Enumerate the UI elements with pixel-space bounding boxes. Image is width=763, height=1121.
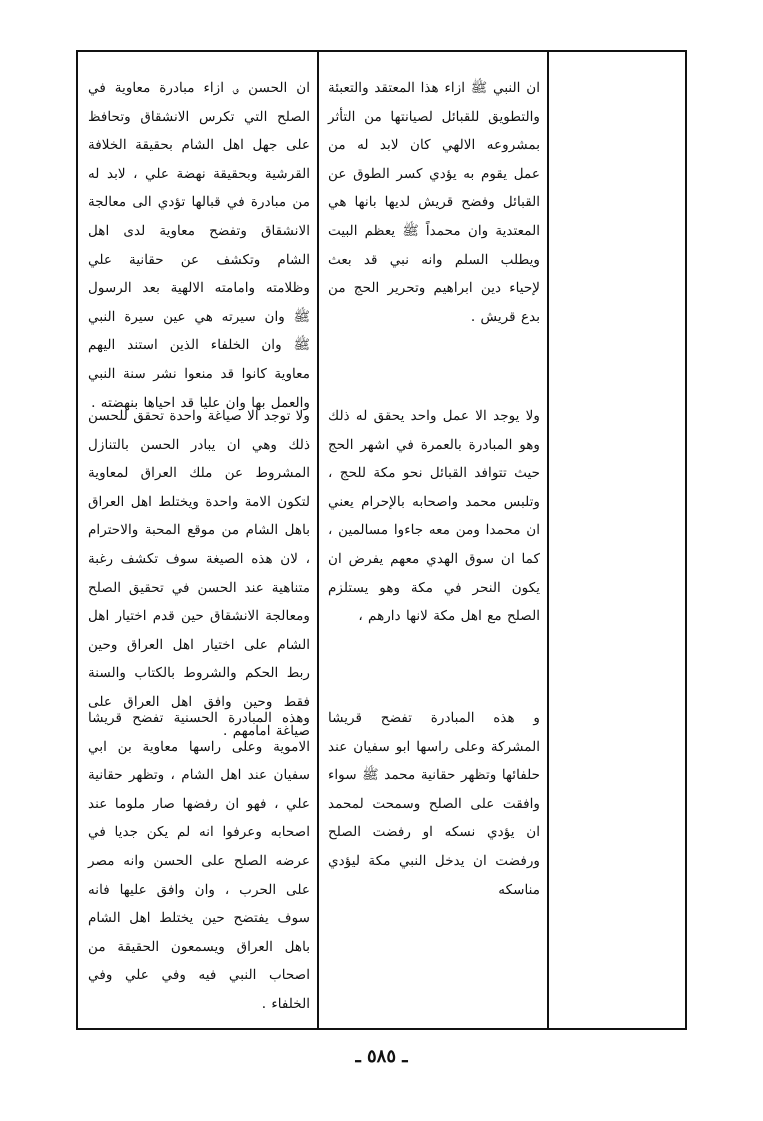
row-2-middle-text: ولا يوجد الا عمل واحد يحقق له ذلك وهو المبادرة بالعمرة في اشهر الحج حيث تتوافد القبائل نحو مكة للحج ، وتلبس محمد واصحابه بالإحرام يعني ان محمدا ومن معه جاءوا مسالمين ، كما ان سوق الهدي معهم يفرض ان يكون النحر في مكة وهو يستلزم الصلح مع اهل مكة لانها دارهم ،: [328, 408, 540, 625]
column-divider-right: [547, 52, 549, 1028]
row-1-middle-text: ان النبي ﷺ ازاء هذا المعتقد والتعبئة والتطويق للقبائل لصيانتها من التأثر بمشروعه الالهي كان لابد له من عمل يقوم به يؤدي كسر الطوق عن القبائل وفضح قريش لديها بانها هي المعتدية وان محمداً ﷺ يعظم البيت ويطلب السلم وانه نبي قد بعث لإحياء دين ابراهيم وتحرير الحج من بدع قريش .: [328, 80, 540, 325]
row-3-left-text: وهذه المبادرة الحسنية تفضح قريشا الاموية وعلى راسها معاوية بن ابي سفيان عند اهل الشام ، وتظهر حقانية علي ، فهو ان رفضها صار ملوما عند اصحابه وعرفوا انه لم يكن جديا في عرضه الصلح على الحسن وانه مصر على الحرب ، وان وافق عليها فانه سوف يفتضح حين يختلط اهل الشام باهل العراق ويسمعون الحقيقة من اصحاب النبي فيه وفي علي وفي الخلفاء .: [88, 710, 310, 1012]
row-1-left-text: ان الحسن ؈ ازاء مبادرة معاوية في الصلح التي تكرس الانشقاق وتحافظ على جهل اهل الشام بحقيقة الخلافة القرشية وبحقيقة نهضة علي ، لابد له من مبادرة في قبالها تؤدي الى معالجة الانشقاق وتفضح معاوية لدى اهل الشام وتكشف عن حقانية علي وظلامته وامامته الالهية بعد الرسول ﷺ وان سيرته هي عين سيرة النبي ﷺ وان الخلفاء الذين استند اليهم معاوية كانوا قد منعوا نشر سنة النبي والعمل بها وان عليا قد احياها بنهضته .: [88, 80, 310, 411]
row-2-left-text: ولا توجد الا صياغة واحدة تحقق للحسن ذلك وهي ان يبادر الحسن بالتنازل المشروط عن ملك العراق لمعاوية لتكون الامة واحدة ويختلط اهل العراق باهل الشام من موقع المحبة والاحترام ، لان هذه الصيغة سوف تكشف رغبة متناهية عند الحسن في تحقيق الصلح ومعالجة الانشقاق حين قدم اختيار اهل الشام على اختيار اهل العراق وحين ربط الحكم والشروط بالكتاب والسنة فقط وحين وافق اهل العراق على صياغة امامهم .: [88, 408, 310, 739]
column-divider-left: [317, 52, 319, 1028]
comparison-table: [76, 50, 687, 1030]
row-3-middle-text: و هذه المبادرة تفضح قريشا المشركة وعلى راسها ابو سفيان عند حلفائها وتظهر حقانية محمد ﷺ سواء وافقت على الصلح وسمحت لمحمد ان يؤدي نسكه او رفضت الصلح ورفضت ان يدخل النبي مكة ليؤدي مناسكه: [328, 710, 540, 898]
page-number: ـ ٥٨٥ ـ: [355, 1046, 408, 1067]
